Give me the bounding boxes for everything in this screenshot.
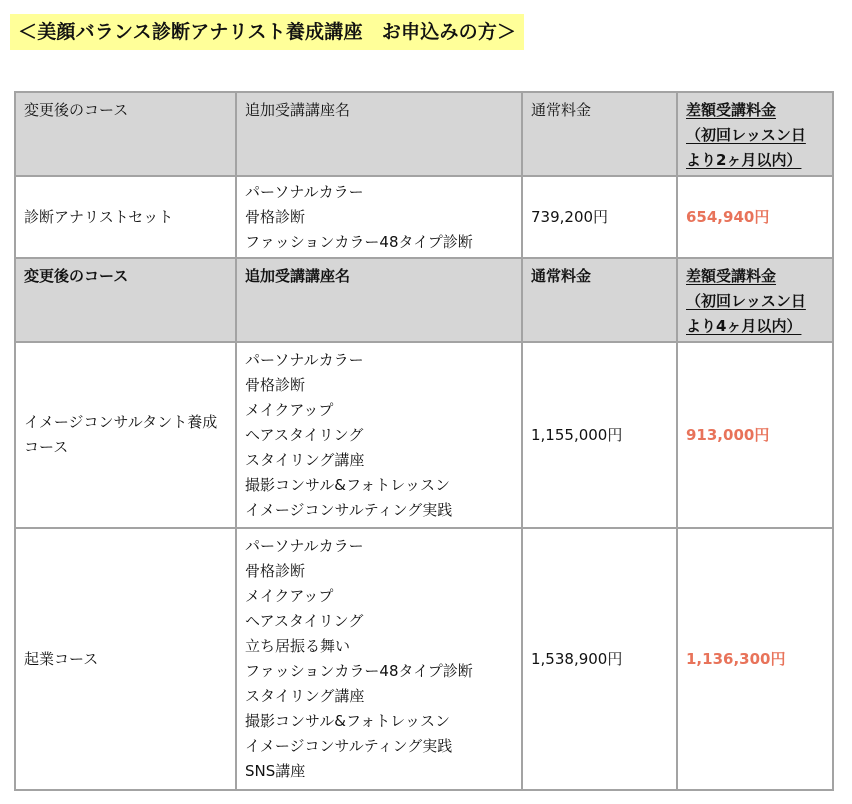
- list-item: 撮影コンサル&フォトレッスン: [245, 712, 451, 730]
- list-item: ファッションカラー48タイプ診断: [245, 232, 473, 251]
- header-course: 変更後のコース: [15, 92, 236, 176]
- list-item: パーソナルカラー: [245, 182, 364, 201]
- diff-price: 1,136,300円: [677, 528, 833, 790]
- header-diff-line-2: （初回レッスン日: [686, 126, 806, 144]
- regular-price: 739,200円: [522, 176, 677, 258]
- table-row: [15, 176, 833, 258]
- added-course-list: [236, 528, 522, 790]
- list-item: メイクアップ: [245, 400, 334, 419]
- header-diff-line-1: 差額受講料金: [686, 101, 777, 119]
- table-header-row: [15, 258, 833, 342]
- list-item: ファッションカラー48タイプ診断: [245, 662, 473, 680]
- header-regular-price: 通常料金: [522, 92, 677, 176]
- list-item: パーソナルカラー: [245, 537, 364, 555]
- course-price-table: [14, 91, 834, 791]
- table-header-row: [15, 92, 833, 176]
- header-diff-price: [677, 258, 833, 342]
- diff-price: 913,000円: [677, 342, 833, 528]
- table-row: [15, 528, 833, 790]
- list-item: スタイリング講座: [245, 687, 365, 705]
- list-item: 撮影コンサル&フォトレッスン: [245, 475, 451, 494]
- regular-price: 1,155,000円: [522, 342, 677, 528]
- header-diff-line-2: （初回レッスン日: [686, 292, 806, 310]
- list-item: ヘアスタイリング: [245, 612, 364, 630]
- header-regular-price: 通常料金: [522, 258, 677, 342]
- added-course-list: [236, 342, 522, 528]
- list-item: ヘアスタイリング: [245, 425, 364, 444]
- list-item: 立ち居振る舞い: [245, 637, 351, 655]
- course-name: 診断アナリストセット: [15, 176, 236, 258]
- header-diff-line-1: 差額受講料金: [686, 267, 777, 285]
- added-course-list: [236, 176, 522, 258]
- header-added-courses: 追加受講講座名: [236, 258, 522, 342]
- list-item: パーソナルカラー: [245, 350, 364, 369]
- regular-price: 1,538,900円: [522, 528, 677, 790]
- list-item: 骨格診断: [245, 207, 306, 226]
- list-item: イメージコンサルティング実践: [245, 500, 453, 519]
- header-course: 変更後のコース: [15, 258, 236, 342]
- header-added-courses: 追加受講講座名: [236, 92, 522, 176]
- list-item: イメージコンサルティング実践: [245, 737, 453, 755]
- list-item: 骨格診断: [245, 375, 306, 394]
- list-item: 骨格診断: [245, 562, 306, 580]
- header-diff-line-3: より4ヶ月以内）: [686, 317, 802, 335]
- list-item: メイクアップ: [245, 587, 334, 605]
- course-name: イメージコンサルタント養成コース: [15, 342, 236, 528]
- page-title: ＜美顔バランス診断アナリスト養成講座 お申込みの方＞: [10, 14, 524, 50]
- table-row: [15, 342, 833, 528]
- list-item: SNS講座: [245, 762, 306, 780]
- diff-price: 654,940円: [677, 176, 833, 258]
- list-item: スタイリング講座: [245, 450, 365, 469]
- header-diff-price: [677, 92, 833, 176]
- header-diff-line-3: より2ヶ月以内）: [686, 151, 802, 169]
- course-name: 起業コース: [15, 528, 236, 790]
